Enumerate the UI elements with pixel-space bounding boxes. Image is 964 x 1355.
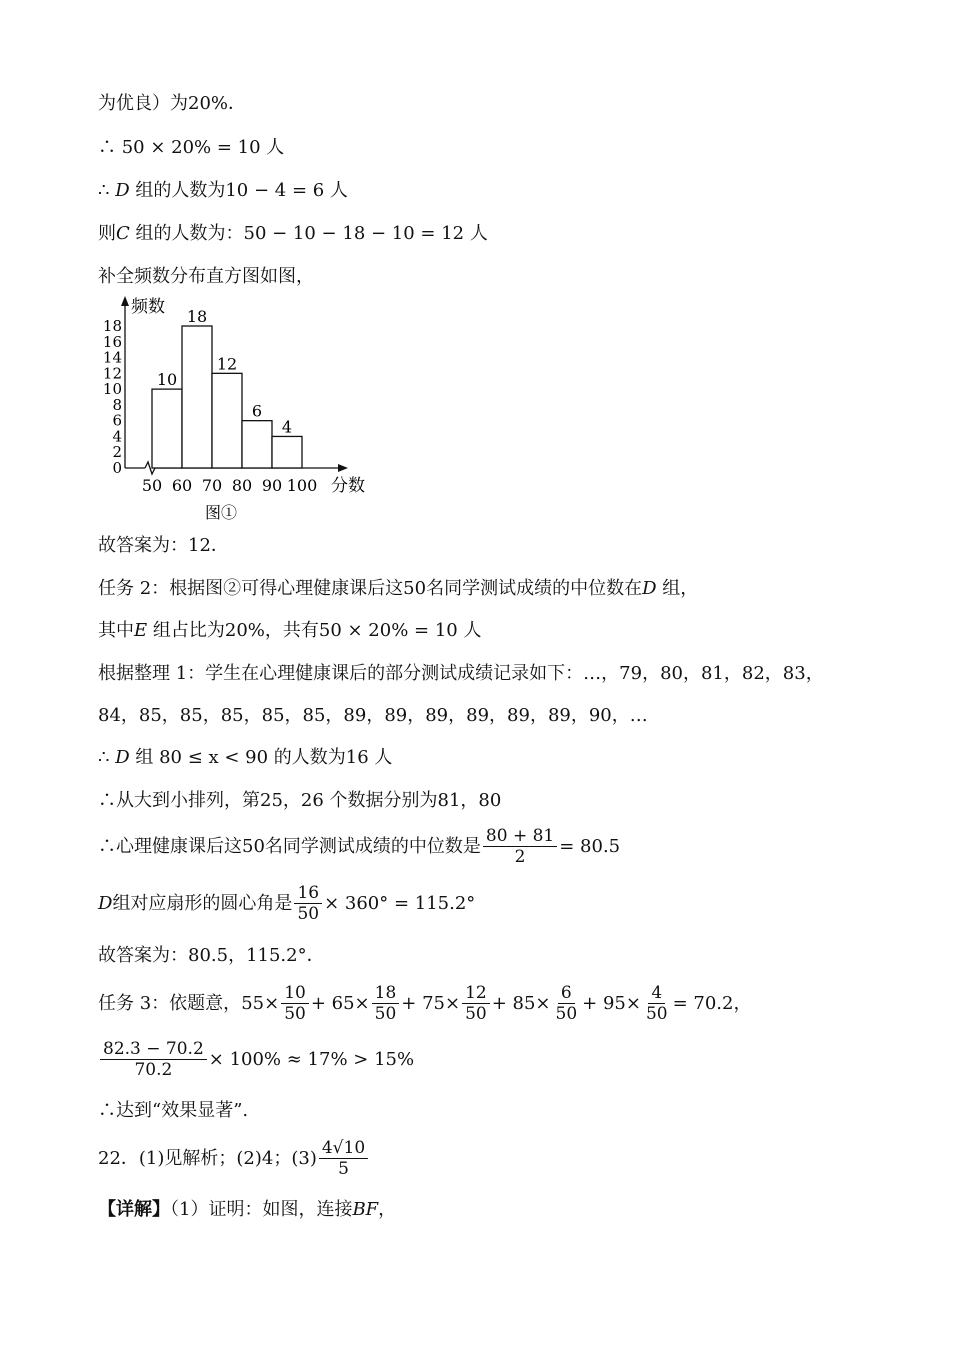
text-line-4: 则C 组的人数为：50 − 10 − 18 − 10 = 12 人 xyxy=(98,223,488,244)
term-den-3: 50 xyxy=(555,1004,578,1024)
y-tick-label-12: 12 xyxy=(102,364,122,383)
x-axis-label: 分数 xyxy=(331,476,365,496)
text-line-19: 22．(1)见解析；(2)4；(3) $\frac{4√10}{5}$ xyxy=(98,1138,370,1179)
y-tick-label-2: 2 xyxy=(112,443,122,462)
histogram-chart xyxy=(95,292,385,528)
bar-label-60-70: 18 xyxy=(186,307,208,326)
text-line-10: 84，85，85，85，85，85，89，89，89，89，89，89，90，… xyxy=(98,705,648,726)
term-fraction-2 xyxy=(462,983,490,1024)
text-line-6: 故答案为：12． xyxy=(98,535,229,556)
answer-fraction: $\frac{4√10}{5}$ xyxy=(319,1138,368,1179)
x-tick-label-70: 70 xyxy=(201,476,223,495)
bar-label-80-90: 6 xyxy=(251,401,263,421)
x-tick-label-80: 80 xyxy=(231,476,253,495)
y-tick-label-10: 10 xyxy=(102,380,122,399)
bar-90-100 xyxy=(272,436,302,468)
median-fraction: $\frac{80 + 81}{2}$ xyxy=(483,826,557,867)
text-line-11: ∴ D 组 80 ≤ x < 90 的人数为16 人 xyxy=(98,747,393,768)
bar-label-70-80: 12 xyxy=(216,354,238,374)
text-line-14: D 组对应扇形的圆心角是 $\frac{16}{50}$ × 360° = 115.2° xyxy=(98,883,476,924)
term-coef-2: + 75× xyxy=(401,992,461,1014)
y-tick-label-14: 14 xyxy=(102,348,122,367)
term-den-4: 50 xyxy=(645,1004,668,1024)
y-tick-label-18: 18 xyxy=(102,317,122,335)
term-den-2: 50 xyxy=(465,1004,487,1024)
x-tick-label-100: 100 xyxy=(286,476,318,495)
text-line-8: 其中E 组占比为20%，共有50 × 20% = 10 人 xyxy=(98,620,482,641)
term-den-1: 50 xyxy=(374,1004,397,1024)
y-tick-label-8: 8 xyxy=(112,395,122,414)
figure-caption: 图① xyxy=(204,503,238,522)
text-line-17: $\frac{82.3 - 70.2}{70.2}$ × 100% ≈ 17% > 15% xyxy=(98,1039,414,1080)
term-coef-0: 55× xyxy=(241,992,280,1014)
y-axis-arrow xyxy=(121,296,129,306)
x-axis-arrow xyxy=(338,464,348,472)
term-coef-4: + 95× xyxy=(582,992,641,1014)
text-line-12: ∴从大到小排列，第25，26 个数据分别为81，80 xyxy=(98,790,502,811)
y-tick-label-4: 4 xyxy=(112,427,122,446)
y-tick-label-6: 6 xyxy=(112,411,122,430)
term-num-0: 10 xyxy=(281,983,309,1004)
angle-fraction: $\frac{16}{50}$ xyxy=(294,883,322,924)
text-line-9: 根据整理 1：学生在心理健康课后的部分测试成绩记录如下：…，79，80，81，82，83， xyxy=(98,663,824,684)
term-fraction-3 xyxy=(553,983,581,1024)
term-num-2: 12 xyxy=(462,983,490,1004)
term-fraction-4 xyxy=(643,983,671,1024)
text-line-15: 故答案为：80.5，115.2°． xyxy=(98,945,325,966)
term-num-4: 4 xyxy=(648,983,665,1004)
bar-80-90 xyxy=(242,421,272,468)
text-line-13: ∴心理健康课后这50名同学测试成绩的中位数是 $\frac{80 + 81}{2}$ = 80.5 xyxy=(98,826,621,867)
term-den-0: 50 xyxy=(284,1004,306,1024)
text-line-18: ∴达到“效果显著”. xyxy=(98,1100,249,1121)
text-line-5: 补全频数分布直方图如图， xyxy=(98,266,314,287)
x-tick-label-90: 90 xyxy=(261,476,283,495)
bar-50-60 xyxy=(152,389,182,468)
text-line-7: 任务 2：根据图②可得心理健康课后这50名同学测试成绩的中位数在D 组， xyxy=(98,578,699,599)
y-tick-label-16: 16 xyxy=(102,332,122,351)
x-tick-label-50: 50 xyxy=(141,476,163,495)
term-coef-3: + 85× xyxy=(491,992,551,1014)
term-fraction-0 xyxy=(281,983,309,1024)
text-line-3: ∴ D 组的人数为10 − 4 = 6 人 xyxy=(98,180,348,201)
text-line-16: 任务 3：依题意， 55× $\frac{10}{50}$ + 65× $\frac{18}{50}$ + 75× $\frac{12}{50}$ + 85× $\frac{6}{50}$ + 95× $\frac{4}{50}$ = 70.2， xyxy=(98,983,752,1024)
y-tick-label-0: 0 xyxy=(112,459,122,477)
term-coef-1: + 65× xyxy=(310,992,370,1014)
term-num-3: 6 xyxy=(558,983,575,1004)
bar-label-90-100: 4 xyxy=(281,417,293,437)
bar-70-80 xyxy=(212,373,242,468)
x-tick-label-60: 60 xyxy=(171,476,193,495)
term-num-1: 18 xyxy=(372,983,400,1004)
text-line-2: ∴ 50 × 20% = 10 人 xyxy=(98,137,285,158)
text-line-20: 【详解】（1）证明：如图，连接BF， xyxy=(98,1199,397,1220)
text-line-1: 为优良）为20%． xyxy=(98,93,247,114)
bar-label-50-60: 10 xyxy=(156,370,178,390)
bar-60-70 xyxy=(182,326,212,468)
y-axis-label: 频数 xyxy=(131,297,165,317)
improvement-fraction: $\frac{82.3 - 70.2}{70.2}$ xyxy=(100,1039,207,1080)
term-fraction-1 xyxy=(372,983,400,1024)
weighted-sum-terms xyxy=(241,983,672,1024)
